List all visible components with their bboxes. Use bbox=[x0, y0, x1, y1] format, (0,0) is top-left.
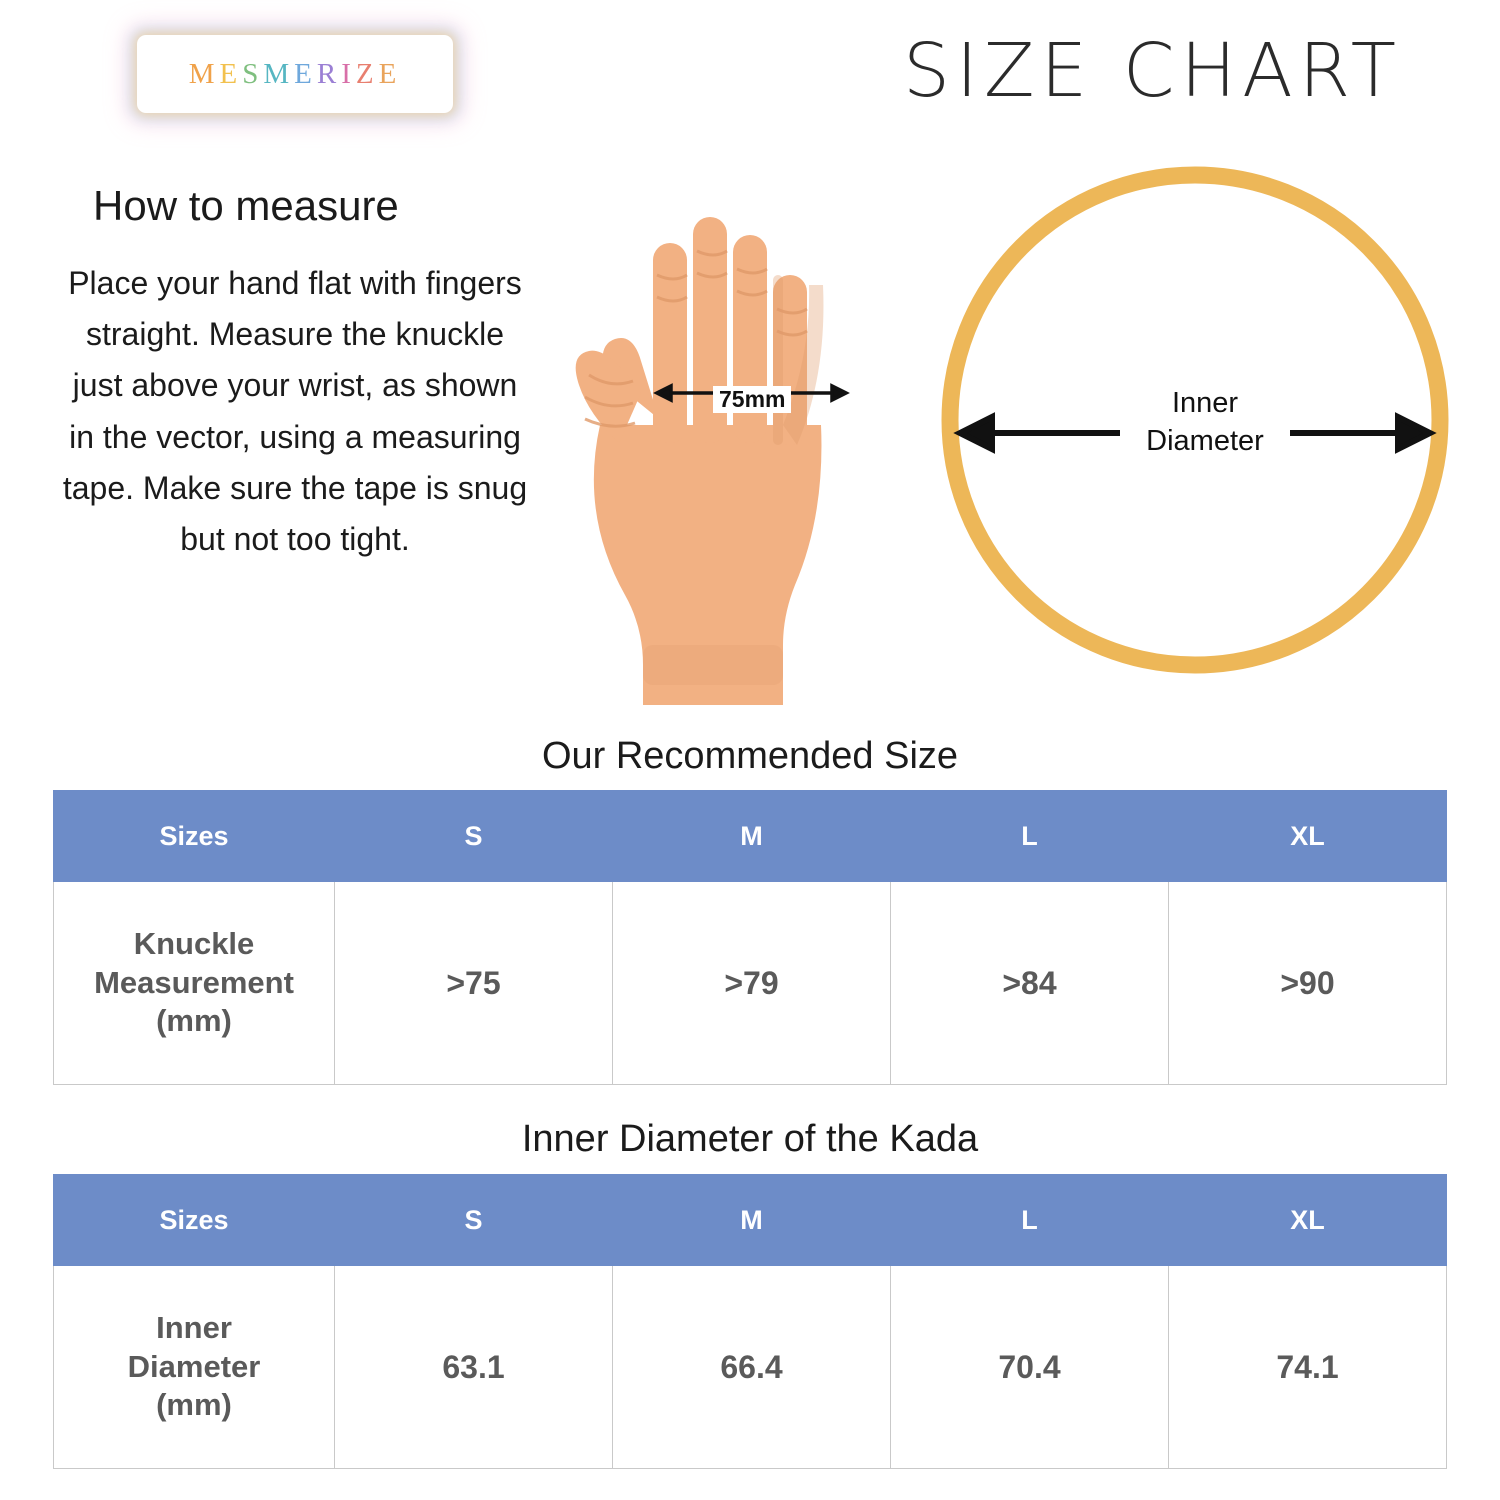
how-to-measure-heading: How to measure bbox=[93, 182, 399, 229]
table2-header-l: L bbox=[891, 1175, 1169, 1266]
hand-illustration bbox=[545, 125, 875, 705]
table2-value-l: 70.4 bbox=[891, 1266, 1169, 1469]
table1-row-label-line1: Knuckle bbox=[133, 925, 255, 961]
table2-header-sizes: Sizes bbox=[54, 1175, 335, 1266]
brand-logo bbox=[140, 38, 450, 110]
table1-header-s: S bbox=[335, 791, 613, 882]
table2-value-m: 66.4 bbox=[613, 1266, 891, 1469]
table1-header-l: L bbox=[891, 791, 1169, 882]
table1-value-xl: >90 bbox=[1169, 882, 1447, 1085]
table1-row-label bbox=[54, 882, 335, 1085]
page-title: SIZE CHART bbox=[903, 28, 1402, 114]
bangle-inner-diameter-label bbox=[1120, 385, 1290, 460]
table-row bbox=[54, 1266, 1447, 1469]
inner-diameter-title: Inner Diameter of the Kada bbox=[521, 1118, 979, 1160]
inner-diameter-table bbox=[53, 1174, 1447, 1469]
table-row bbox=[54, 882, 1447, 1085]
table1-row-label-line2: Measurement bbox=[94, 964, 294, 1000]
table1-header-m: M bbox=[613, 791, 891, 882]
bangle-label-line1: Inner bbox=[1171, 387, 1239, 419]
recommended-size-title: Our Recommended Size bbox=[541, 735, 959, 777]
table2-row-label-line1: Inner bbox=[156, 1309, 232, 1345]
table2-header-s: S bbox=[335, 1175, 613, 1266]
table2-header-xl: XL bbox=[1169, 1175, 1447, 1266]
table2-row-label-line2: Diameter bbox=[127, 1348, 261, 1384]
brand-logo-text: MESMERIZE bbox=[188, 57, 402, 90]
table1-header-sizes: Sizes bbox=[54, 791, 335, 882]
table-header-row bbox=[54, 791, 1447, 882]
hand-icon bbox=[545, 125, 875, 705]
table1-header-xl: XL bbox=[1169, 791, 1447, 882]
table1-value-m: >79 bbox=[613, 882, 891, 1085]
table2-value-xl: 74.1 bbox=[1169, 1266, 1447, 1469]
table2-row-label-line3: (mm) bbox=[156, 1387, 232, 1423]
bangle-label-line2: Diameter bbox=[1146, 424, 1264, 457]
table2-header-m: M bbox=[613, 1175, 891, 1266]
hand-measure-label: 75mm bbox=[713, 386, 791, 413]
recommended-size-table bbox=[53, 790, 1447, 1085]
table1-value-s: >75 bbox=[335, 882, 613, 1085]
table1-row-label-line3: (mm) bbox=[156, 1003, 232, 1039]
table2-value-s: 63.1 bbox=[335, 1266, 613, 1469]
how-to-measure-text: Place your hand flat with fingers straight. Measure the knuckle just above your wrist, as shown in the vector, using a measuring tape. Make sure the tape is snug but not too tight. bbox=[62, 265, 528, 557]
table1-value-l: >84 bbox=[891, 882, 1169, 1085]
table-header-row bbox=[54, 1175, 1447, 1266]
table2-row-label bbox=[54, 1266, 335, 1469]
